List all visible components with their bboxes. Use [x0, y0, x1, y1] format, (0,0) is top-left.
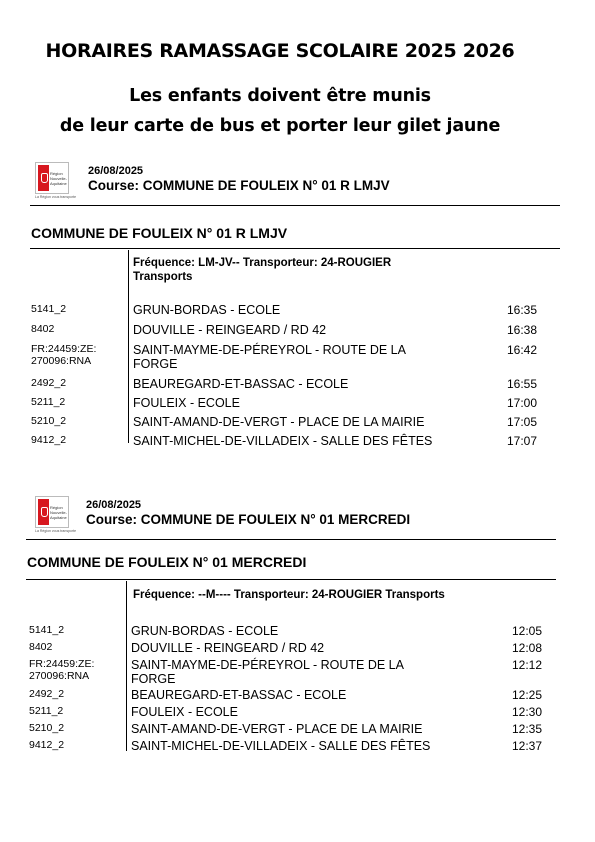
- stop-name: GRUN-BORDAS - ECOLE: [133, 303, 281, 317]
- stop-code: 8402: [31, 323, 55, 335]
- stop-code: 8402: [29, 641, 53, 653]
- stop-name: SAINT-MICHEL-DE-VILLADEIX - SALLE DES FÊTES: [131, 739, 431, 753]
- line-name: COMMUNE DE FOULEIX N° 01 R LMJV: [31, 225, 288, 241]
- stop-time: 12:30: [512, 705, 543, 719]
- divider: [26, 539, 556, 540]
- divider: [30, 205, 560, 206]
- column-divider: [126, 581, 127, 751]
- stop-name: FOULEIX - ECOLE: [131, 705, 238, 719]
- stop-name: FOULEIX - ECOLE: [133, 396, 240, 410]
- stop-code: 9412_2: [29, 739, 65, 751]
- stop-name: GRUN-BORDAS - ECOLE: [131, 624, 279, 638]
- page-title: HORAIRES RAMASSAGE SCOLAIRE 2025 2026: [45, 40, 515, 62]
- course-date: 26/08/2025: [88, 165, 144, 177]
- stop-time: 16:38: [507, 323, 538, 337]
- stop-time: 12:12: [512, 658, 543, 672]
- frequency-info: Fréquence: LM-JV-- Transporteur: 24-ROUGIER Transports: [133, 257, 392, 283]
- stop-code: 2492_2: [29, 688, 65, 700]
- stop-time: 12:37: [512, 739, 543, 753]
- stop-time: 17:07: [507, 434, 538, 448]
- stop-time: 12:35: [512, 722, 543, 736]
- divider: [30, 248, 560, 249]
- stop-name: SAINT-AMAND-DE-VERGT - PLACE DE LA MAIRIE: [131, 722, 423, 736]
- course-title: Course: COMMUNE DE FOULEIX N° 01 MERCREDI: [86, 512, 411, 527]
- stop-name: DOUVILLE - REINGEARD / RD 42: [131, 641, 325, 655]
- stop-code: 5210_2: [29, 722, 65, 734]
- stop-time: 12:08: [512, 641, 543, 655]
- stop-code: 5211_2: [29, 705, 64, 717]
- frequency-info: Fréquence: --M---- Transporteur: 24-ROUGIER Transports: [133, 589, 445, 601]
- region-logo: Région Nouvelle-Aquitaine La Région vous transporte: [35, 162, 67, 200]
- stop-code: 9412_2: [31, 434, 67, 446]
- stop-name: SAINT-MAYME-DE-PÉREYROL - ROUTE DE LA FORGE: [131, 658, 404, 686]
- stop-name: SAINT-MICHEL-DE-VILLADEIX - SALLE DES FÊTES: [133, 434, 433, 448]
- stop-name: BEAUREGARD-ET-BASSAC - ECOLE: [133, 377, 349, 391]
- stop-code: 5141_2: [31, 303, 67, 315]
- divider: [26, 579, 556, 580]
- stop-code: 5211_2: [31, 396, 66, 408]
- line-name: COMMUNE DE FOULEIX N° 01 MERCREDI: [27, 554, 307, 570]
- stop-code: 2492_2: [31, 377, 67, 389]
- stop-time: 17:05: [507, 415, 538, 429]
- stop-code: FR:24459:ZE: 270096:RNA: [31, 343, 97, 367]
- schedule-section-2: [0, 496, 595, 796]
- stop-name: SAINT-MAYME-DE-PÉREYROL - ROUTE DE LA FORGE: [133, 343, 406, 371]
- stop-name: SAINT-AMAND-DE-VERGT - PLACE DE LA MAIRIE: [133, 415, 425, 429]
- stop-time: 12:05: [512, 624, 543, 638]
- subtitle-line-1: Les enfants doivent être munis: [129, 86, 431, 106]
- stop-code: 5210_2: [31, 415, 67, 427]
- column-divider: [128, 250, 129, 443]
- stop-time: 16:35: [507, 303, 538, 317]
- schedule-section-1: [0, 162, 595, 462]
- region-logo: Région Nouvelle-Aquitaine La Région vous transporte: [35, 496, 67, 534]
- subtitle-line-2: de leur carte de bus et porter leur gilet jaune: [59, 116, 501, 136]
- course-title: Course: COMMUNE DE FOULEIX N° 01 R LMJV: [88, 178, 390, 193]
- stop-code: 5141_2: [29, 624, 65, 636]
- stop-name: BEAUREGARD-ET-BASSAC - ECOLE: [131, 688, 347, 702]
- stop-name: DOUVILLE - REINGEARD / RD 42: [133, 323, 327, 337]
- stop-time: 16:55: [507, 377, 538, 391]
- stop-code: FR:24459:ZE: 270096:RNA: [29, 658, 95, 682]
- stop-time: 16:42: [507, 343, 538, 357]
- stop-time: 12:25: [512, 688, 543, 702]
- stop-time: 17:00: [507, 396, 538, 410]
- course-date: 26/08/2025: [86, 499, 142, 511]
